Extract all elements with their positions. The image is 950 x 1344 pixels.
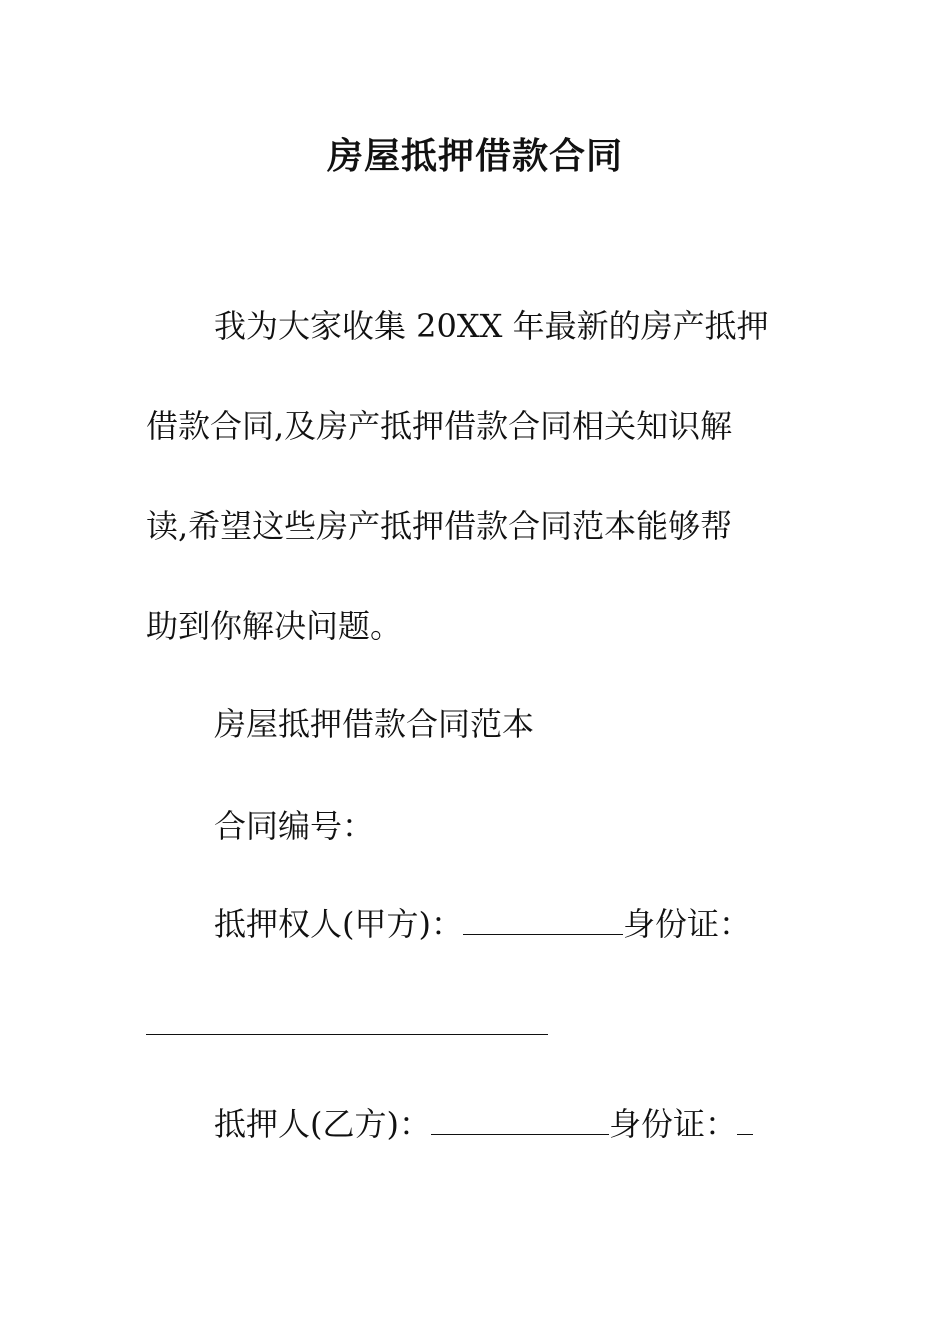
document-title: 房屋抵押借款合同 (326, 135, 623, 177)
party-b-label: 抵押人(乙方)： (214, 1105, 431, 1143)
party-b-id-label: 身份证： (608, 1105, 737, 1143)
party-b-row (214, 1100, 874, 1146)
party-b-name-blank (431, 1100, 609, 1135)
party-a-row (214, 900, 874, 946)
intro-line-1: 我为大家收集 20XX 年最新的房产抵押 (214, 307, 769, 345)
party-a-id-label: 身份证： (622, 905, 751, 943)
party-b-id-blank (737, 1100, 753, 1135)
party-a-name-blank (463, 900, 623, 935)
intro-line-2: 借款合同,及房产抵押借款合同相关知识解 (146, 407, 733, 445)
party-a-label: 抵押权人(甲方)： (214, 905, 463, 943)
contract-number-label: 合同编号： (214, 807, 375, 845)
intro-line-4: 助到你解决问题。 (146, 607, 403, 645)
party-a-id-blank (146, 1034, 548, 1035)
section-title: 房屋抵押借款合同范本 (214, 705, 535, 743)
intro-line-3: 读,希望这些房产抵押借款合同范本能够帮 (146, 507, 733, 545)
